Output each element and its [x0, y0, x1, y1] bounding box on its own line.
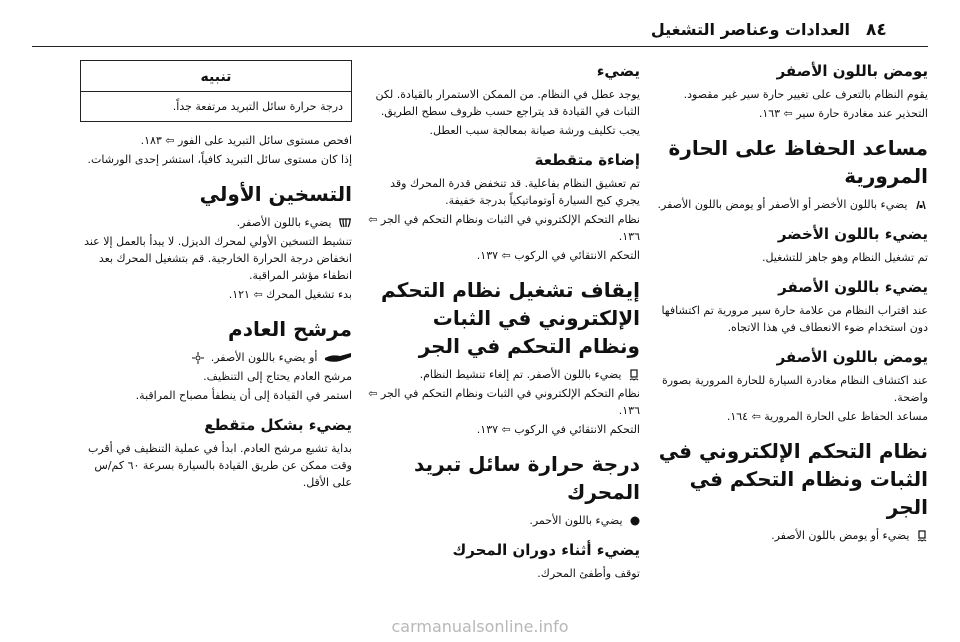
section-title: مساعد الحفاظ على الحارة المرورية — [668, 136, 928, 188]
paragraph — [368, 512, 640, 529]
paragraph: بداية تشبع مرشح العادم. ابدأ في عملية التنظيف في أقرب وقت ممكن عن طريق القيادة بالسيارة بسرعة ٦٠ كم/س على الأقل. — [87, 442, 352, 489]
section-heading: يضيء باللون الأصفر — [778, 278, 928, 296]
cross-reference: التحكم الانتقائي في الركوب ⇦ ١٣٧. — [476, 423, 640, 436]
paragraph: عند اكتشاف النظام مغادرة السيارة للحارة المرورية بصورة واضحة. — [661, 374, 928, 404]
caution-title: تنبيه — [81, 61, 351, 92]
cross-reference: التحذير عند مغادرة حارة سير ⇦ ١٦٣. — [758, 107, 928, 120]
section-heading: يضيء باللون الأخضر — [777, 225, 928, 243]
section-heading: يضيء أثناء دوران المحرك — [452, 541, 640, 559]
glow-plug-icon — [332, 216, 353, 229]
cross-reference: بدء تشغيل المحرك ⇦ ١٢١. — [228, 288, 352, 301]
caution-text: درجة حرارة سائل التبريد مرتفعة جداً. — [172, 100, 343, 113]
paragraph: تنشيط التسخين الأولي لمحرك الديزل. لا يبدأ بالعمل إلا عند انخفاض درجة الحرارة الخارجية. قم بتشغيل المحرك بعد انطفاء مؤشر المراقبة. — [84, 235, 352, 282]
column-middle — [368, 55, 640, 602]
paragraph: توقف وأطفئ المحرك. — [537, 567, 640, 580]
page-header — [0, 0, 960, 48]
paragraph: مرشح العادم يحتاج إلى التنظيف. — [203, 370, 352, 383]
paragraph — [368, 366, 640, 383]
section-heading: يومض باللون الأصفر — [776, 62, 928, 80]
paragraph: تم تعشيق النظام بفاعلية. قد تنخفض قدرة المحرك وقد يجري كبح السيارة أوتوماتيكياً بدرجة خفيفة. — [390, 177, 640, 207]
section-title: التسخين الأولي — [199, 182, 352, 206]
caution-box — [80, 60, 352, 122]
lane-keep-warning-icon — [908, 198, 929, 211]
paragraph — [80, 349, 352, 366]
section-title: مرشح العادم — [228, 317, 352, 341]
paragraph-text: يضيء باللون الأصفر. — [236, 216, 332, 229]
section-title: درجة حرارة سائل تبريد المحرك — [414, 452, 640, 504]
exhaust-filter-icon — [318, 351, 353, 364]
cross-reference: نظام التحكم الإلكتروني في الثبات ونظام التحكم في الجر ⇦ ١٣٦. — [368, 387, 640, 417]
header-rule — [32, 46, 928, 47]
section-heading: يضيء بشكل متقطع — [204, 416, 352, 434]
paragraph-text: يضيء باللون الأصفر. تم إلغاء تنشيط النظام. — [419, 368, 622, 381]
column-left — [80, 55, 352, 602]
paragraph: إذا كان مستوى سائل التبريد كافياً، استشر إحدى الورشات. — [87, 153, 352, 166]
esc-off-icon — [622, 368, 641, 381]
paragraph: يقوم النظام بالتعرف على تغيير حارة سير غير مقصود. — [683, 88, 928, 101]
paragraph — [656, 196, 928, 213]
paragraph — [656, 527, 928, 544]
section-heading: يضيء — [596, 62, 640, 80]
section-heading: إضاءة متقطعة — [534, 151, 640, 169]
section-title: إيقاف تشغيل نظام التحكم الإلكتروني في الثبات ونظام التحكم في الجر — [381, 278, 640, 358]
watermark: carmanualsonline.info — [391, 617, 569, 636]
paragraph: عند اقتراب النظام من علامة حارة سير مرورية تم اكتشافها دون استخدام ضوء الانعطاف في هذا الاتجاه. — [661, 304, 928, 334]
exhaust-filter-alt-icon — [192, 351, 207, 364]
column-right — [656, 55, 928, 602]
cross-reference: مساعد الحفاظ على الحارة المرورية ⇦ ١٦٤. — [726, 410, 928, 423]
page-number: ٨٤ — [866, 20, 887, 40]
paragraph-text: يضيء أو يومض باللون الأصفر. — [771, 529, 910, 542]
section-title: نظام التحكم الإلكتروني في الثبات ونظام التحكم في الجر — [658, 439, 928, 519]
paragraph — [80, 214, 352, 231]
paragraph: يجب تكليف ورشة صيانة بمعالجة سبب العطل. — [429, 124, 640, 137]
paragraph: يوجد عطل في النظام. من الممكن الاستمرار بالقيادة. لكن الثبات في القيادة قد يتراجع حسب ظروف سطح الطريق. — [375, 88, 640, 118]
paragraph-text: يضيء باللون الأحمر. — [529, 514, 623, 527]
paragraph: افحص مستوى سائل التبريد على الفور ⇦ ١٨٣. — [140, 134, 352, 147]
paragraph-text: يضيء باللون الأخضر أو الأصفر أو يومض باللون الأصفر. — [657, 198, 908, 211]
section-heading: يومض باللون الأصفر — [776, 348, 928, 366]
running-title: العدادات وعناصر التشغيل — [650, 20, 850, 39]
paragraph-text: أو يضيء باللون الأصفر. — [210, 351, 318, 364]
cross-reference: التحكم الانتقائي في الركوب ⇦ ١٣٧. — [476, 249, 640, 262]
bullet-dot-icon — [623, 514, 641, 527]
cross-reference: نظام التحكم الإلكتروني في الثبات ونظام التحكم في الجر ⇦ ١٣٦. — [368, 213, 640, 243]
esc-warning-icon — [910, 529, 929, 542]
paragraph: تم تشغيل النظام وهو جاهز للتشغيل. — [761, 251, 928, 264]
paragraph: استمر في القيادة إلى أن ينطفأ مصباح المراقبة. — [135, 389, 352, 402]
